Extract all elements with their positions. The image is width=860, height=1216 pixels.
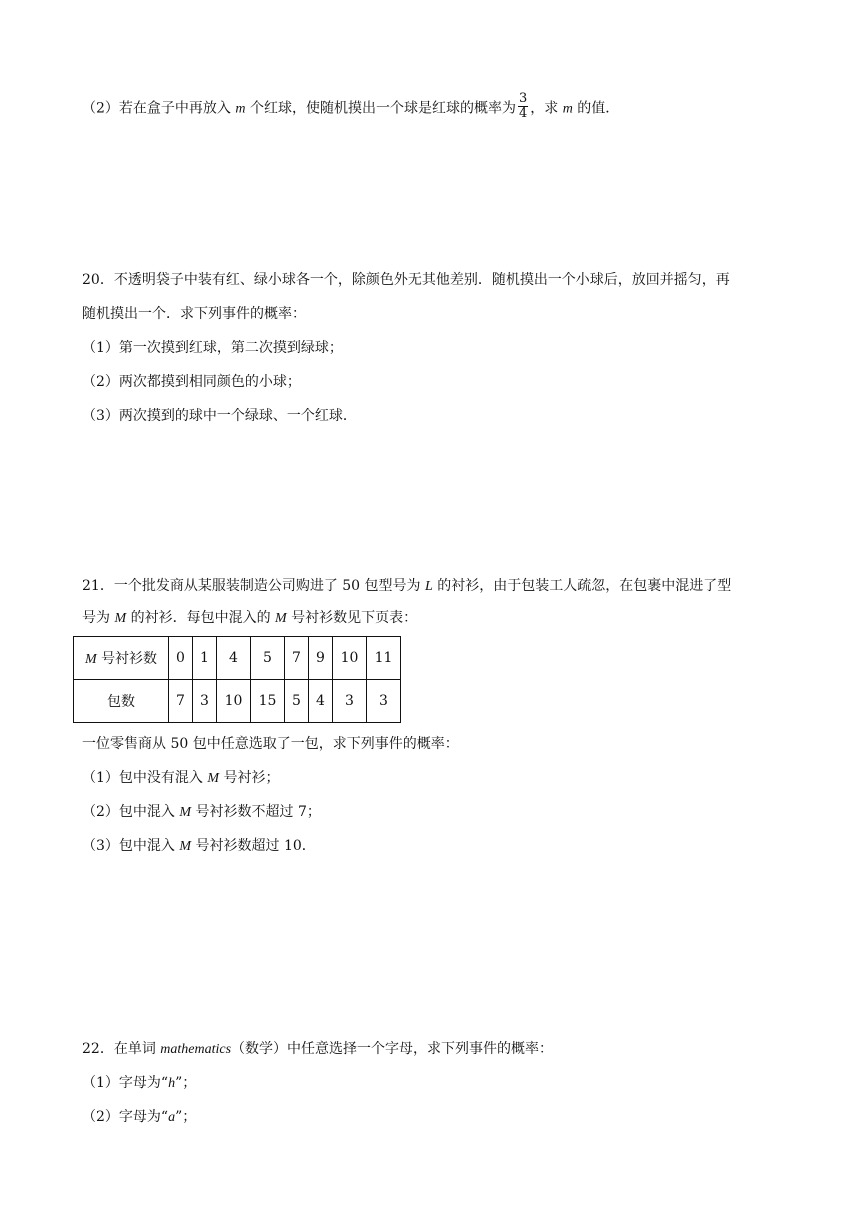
table-cell: 4: [217, 637, 251, 680]
q21-after: 一位零售商从 50 包中任意选取了一包，求下列事件的概率：: [82, 736, 459, 752]
table-cell: 15: [251, 680, 285, 723]
table-cell: 1: [193, 637, 217, 680]
table-cell: 7: [169, 680, 193, 723]
q21-part1: （1）包中没有混入 M 号衬衫；: [82, 770, 280, 786]
table-cell: 3: [367, 680, 401, 723]
q21-part2: （2）包中混入 M 号衬衫数不超过 7；: [82, 804, 321, 820]
q21-stem-line1: 21．一个批发商从某服装制造公司购进了 50 包型号为 L 的衬衫，由于包装工人疏忽，在包裹中混进了型: [82, 578, 732, 594]
table-cell: 4: [309, 680, 333, 723]
table-cell: 5: [285, 680, 309, 723]
word-mathematics: mathematics: [160, 1042, 232, 1057]
q20-part2: （2）两次都摸到相同颜色的小球；: [82, 374, 301, 390]
q20-part3: （3）两次摸到的球中一个绿球、一个红球．: [82, 408, 357, 424]
table-cell: 3: [193, 680, 217, 723]
table-cell: 7: [285, 637, 309, 680]
fraction-three-quarters: $\frac{3}{4}$: [518, 91, 528, 121]
var-m: m: [235, 101, 246, 117]
table-row: [74, 680, 401, 723]
table-cell: 10: [217, 680, 251, 723]
q20-part1: （1）第一次摸到红球，第二次摸到绿球；: [82, 340, 343, 356]
table-header-cell: M 号衬衫数: [74, 637, 169, 680]
table-header-cell: 包数: [74, 680, 169, 723]
table-row: [74, 637, 401, 680]
table-cell: 10: [333, 637, 367, 680]
table-cell: 11: [367, 637, 401, 680]
q22-part2: （2）字母为“a”；: [82, 1109, 197, 1125]
table-cell: 9: [309, 637, 333, 680]
table-cell: 3: [333, 680, 367, 723]
q21-part3: （3）包中混入 M 号衬衫数超过 10．: [82, 838, 316, 854]
table-cell: 0: [169, 637, 193, 680]
q20-stem-line2: 随机摸出一个．求下列事件的概率：: [82, 306, 306, 322]
q22-part1: （1）字母为“h”；: [82, 1075, 197, 1091]
q21-stem-line2: 号为 M 的衬衫．每包中混入的 M 号衬衫数见下页表：: [82, 610, 418, 626]
q19-part2: （2）若在盒子中再放入 m 个红球，使随机摸出一个球是红球的概率为 $\frac{3}{4}$ ，求 m 的值．: [82, 91, 620, 121]
var-m: m: [562, 101, 573, 117]
q20-stem-line1: 20．不透明袋子中装有红、绿小球各一个，除颜色外无其他差别．随机摸出一个小球后，放回并摇匀，再: [82, 272, 730, 288]
shirt-count-table: [73, 636, 401, 723]
table-cell: 5: [251, 637, 285, 680]
q22-stem: 22．在单词 mathematics（数学）中任意选择一个字母，求下列事件的概率：: [82, 1041, 554, 1057]
